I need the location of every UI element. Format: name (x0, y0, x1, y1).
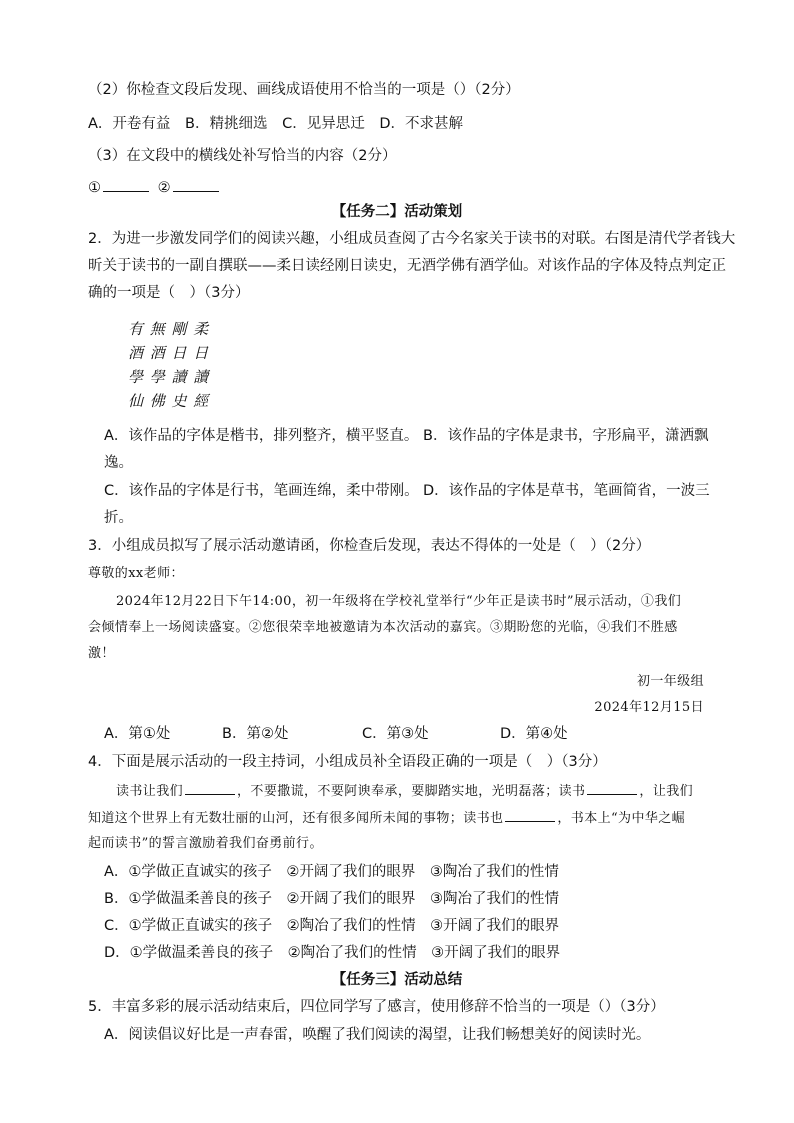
passage-text: 读书让我们 (116, 784, 184, 799)
option-a: A．开卷有益 (88, 116, 171, 132)
q2-option-c: C．该作品的字体是行书，笔画连绵，柔中带刚。 (104, 483, 419, 499)
calligraphy-row: 仙 佛 史 經 (128, 392, 210, 410)
letter-salutation: 尊敬的xx老师： (88, 566, 184, 581)
passage-text: ，不要撒谎，不要阿谀奉承，要脚踏实地，光明磊落；读书 (237, 784, 586, 799)
answer-blank (173, 177, 219, 192)
letter-body-line1: 2024年12月22日下午14:00，初一年级将在学校礼堂举行“少年正是读书时”展示活动，①我们 (116, 594, 682, 609)
q4-option-c: C．①学做正直诚实的孩子 ②陶冶了我们的性情 ③开阔了我们的眼界 (104, 918, 560, 934)
passage-text: ，让我们 (639, 784, 694, 799)
answer-blank (185, 780, 235, 795)
answer-blank (505, 807, 555, 822)
q5-option-a: A．阅读倡议好比是一声春雷，唤醒了我们阅读的渴望，让我们畅想美好的阅读时光。 (104, 1027, 651, 1043)
q2-option-b: B．该作品的字体是隶书，字形扁平，潇洒飘 (423, 428, 709, 444)
q2-option-b-cont: 逸。 (104, 455, 133, 471)
q4-stem: 4．下面是展示活动的一段主持词，小组成员补全语段正确的一项是（ ）（3分） (88, 754, 607, 770)
letter-body-line2: 会倾情奉上一场阅读盛宴。②您很荣幸地被邀请为本次活动的嘉宾。③期盼您的光临，④我们不胜感 (88, 620, 678, 635)
q2-stem-line1: 2．为进一步激发同学们的阅读兴趣，小组成员查阅了古今名家关于读书的对联。右图是清代学者钱大 (88, 231, 736, 247)
answer-blank (103, 177, 149, 192)
answer-blank (587, 780, 637, 795)
letter-signature: 初一年级组 (636, 674, 704, 689)
letter-body-line3: 激！ (88, 646, 115, 661)
q4-option-d: D．①学做温柔善良的孩子 ②陶冶了我们的性情 ③开阔了我们的眼界 (104, 945, 561, 961)
q1-part3-blanks (88, 177, 223, 198)
q4-passage-line1 (116, 780, 693, 802)
calligraphy-row: 有 無 剛 柔 (128, 320, 210, 338)
task3-heading: 【任务三】活动总结 (331, 972, 463, 988)
task2-heading: 【任务二】活动策划 (331, 204, 463, 220)
q3-option-a: A．第①处 (104, 726, 171, 742)
q1-part3-stem: （3）在文段中的横线处补写恰当的内容（2分） (88, 148, 397, 164)
q4-passage-line3: 起而读书”的誓言激励着我们奋勇前行。 (88, 836, 323, 851)
letter-date: 2024年12月15日 (594, 700, 704, 715)
passage-text: 知道这个世界上有无数壮丽的山河，还有很多闻所未闻的事物；读书也 (88, 811, 504, 826)
calligraphy-couplet-image (128, 315, 218, 411)
option-b: B．精挑细选 (185, 116, 268, 132)
q2-stem-line2: 昕关于读书的一副自撰联——柔日读经刚日读史，无酒学佛有酒学仙。对该作品的字体及特点判定正 (88, 258, 726, 274)
q2-option-d-cont: 折。 (104, 510, 133, 526)
q3-stem: 3．小组成员拟写了展示活动邀请函，你检查后发现，表达不得体的一处是（ ）（2分） (88, 538, 651, 554)
q1-part2-options (88, 114, 463, 134)
q3-option-d: D．第④处 (500, 726, 568, 742)
blank-1-label: ① (88, 180, 101, 196)
q4-option-b: B．①学做温柔善良的孩子 ②开阔了我们的眼界 ③陶冶了我们的性情 (104, 891, 559, 907)
q5-stem: 5．丰富多彩的展示活动结束后，四位同学写了感言，使用修辞不恰当的一项是（）（3分） (88, 999, 665, 1015)
q4-option-a: A．①学做正直诚实的孩子 ②开阔了我们的眼界 ③陶冶了我们的性情 (104, 864, 559, 880)
q4-passage-line2 (88, 807, 685, 829)
q3-option-b: B．第②处 (222, 726, 289, 742)
q1-part2-stem: （2）你检查文段后发现、画线成语使用不恰当的一项是（）（2分） (88, 82, 520, 98)
q3-option-c: C．第③处 (362, 726, 429, 742)
option-d: D．不求甚解 (379, 116, 463, 132)
calligraphy-row: 酒 酒 日 日 (128, 344, 210, 362)
blank-2-label: ② (157, 180, 171, 196)
option-c: C．见异思迁 (282, 116, 365, 132)
calligraphy-row: 學 學 讀 讀 (128, 368, 210, 386)
passage-text: ，书本上“为中华之崛 (557, 811, 686, 826)
q2-option-a: A．该作品的字体是楷书，排列整齐，横平竖直。 (104, 428, 419, 444)
q2-stem-line3: 确的一项是（ ）（3分） (88, 285, 250, 301)
q2-option-d: D．该作品的字体是草书，笔画简省，一波三 (423, 483, 710, 499)
